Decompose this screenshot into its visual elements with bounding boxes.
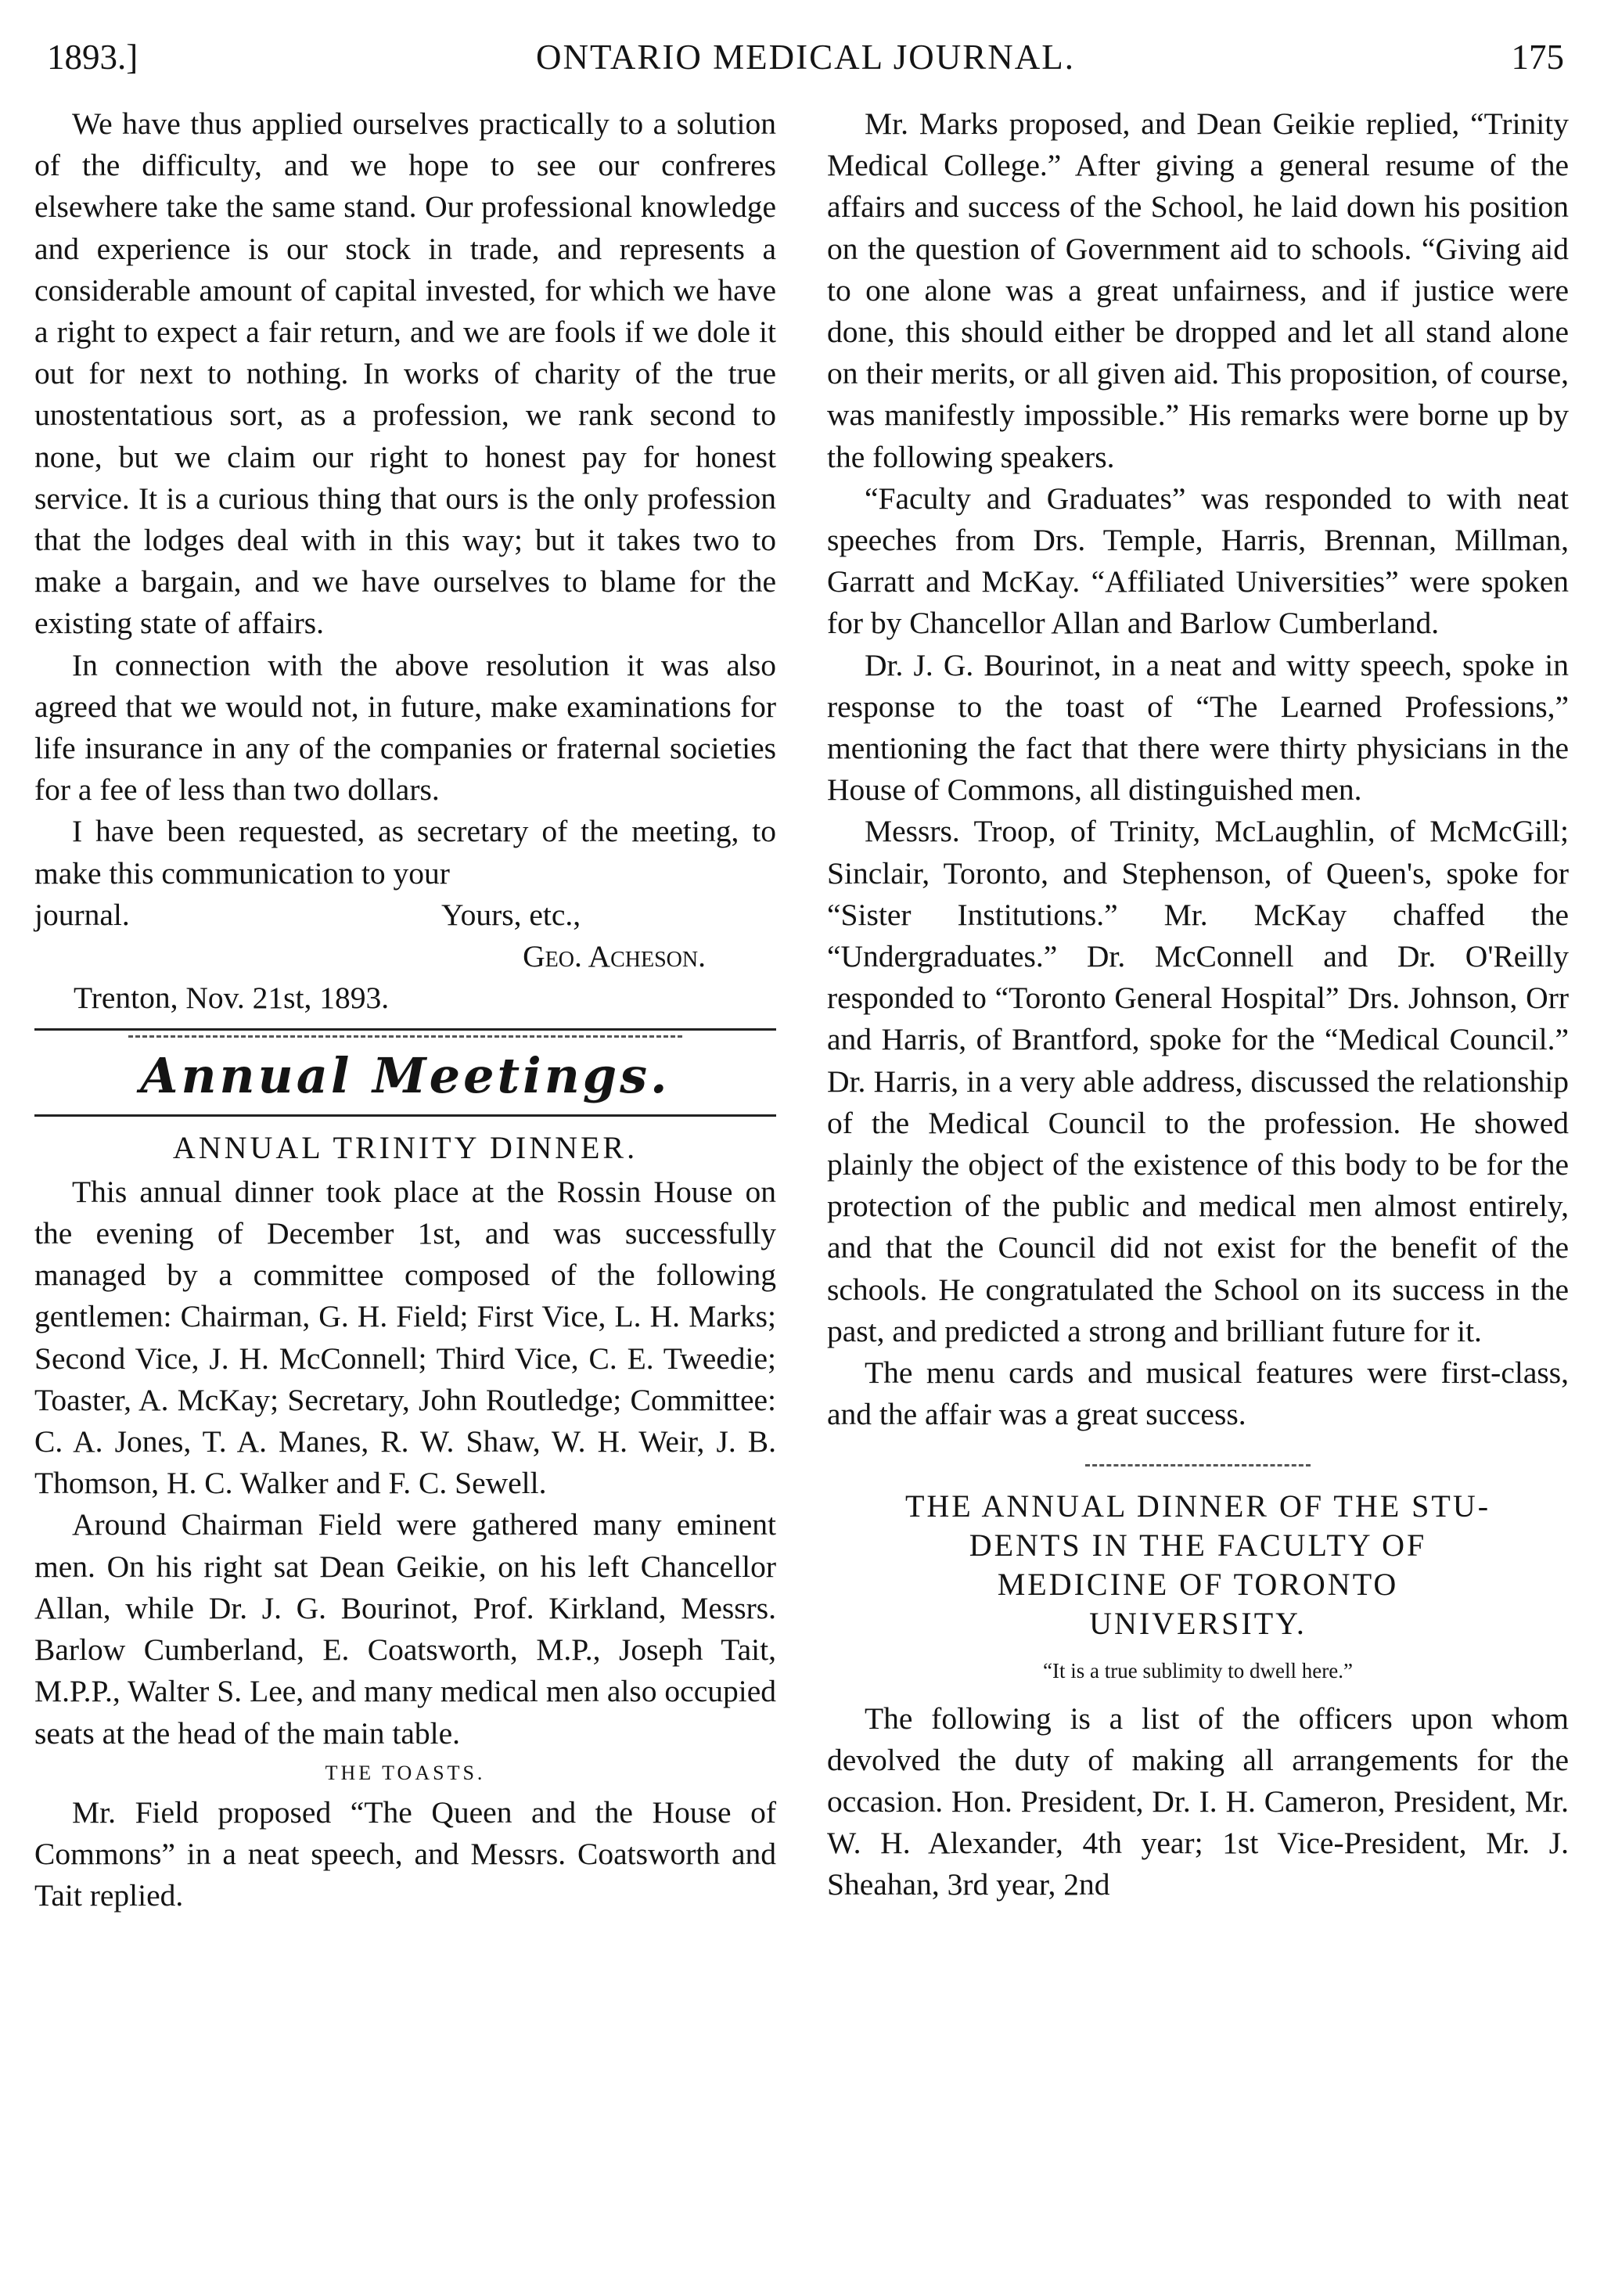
left-column bbox=[34, 103, 776, 1916]
sig-journal: journal. bbox=[34, 897, 130, 932]
article-title-line: DENTS IN THE FACULTY OF bbox=[969, 1527, 1427, 1563]
sig-closing: Yours, etc., bbox=[441, 897, 581, 932]
article-title-line: MEDICINE OF TORONTO bbox=[997, 1566, 1399, 1602]
paragraph: In connection with the above resolution it was also agreed that we would not, in future, make examinations for life insurance in any of the companies or fraternal societies for a fee of less than two dollars. bbox=[34, 647, 776, 808]
toasts-subhead: THE TOASTS. bbox=[325, 1761, 486, 1784]
paragraph: Around Chairman Field were gathered many eminent men. On his right sat Dean Geikie, on his left Chancellor Allan, while Dr. J. G. Bourinot, Prof. Kirkland, Messrs. Barlow Cumberland, E. Coatsworth, M.P., Joseph Tait, M.P.P., Walter S. Lee, and many medical men also occupied seats at the head of the main table. bbox=[34, 1507, 776, 1751]
paragraph: This annual dinner took place at the Rossin House on the evening of December 1st, and was successfully managed by a committee composed of the following gentlemen: Chairman, G. H. Field; First Vice, L. H. Marks; Second Vice, J. H. McConnell; Third Vice, C. E. Tweedie; Toaster, A. McKay; Secretary, John Routledge; Committee: C. A. Jones, T. A. Manes, R. W. Shaw, W. H. Weir, J. B. Thomson, H. C. Walker and F. C. Sewell. bbox=[34, 1174, 776, 1501]
paragraph: “Faculty and Graduates” was responded to with neat speeches from Drs. Temple, Harris, Brennan, Millman, Garratt and McKay. “Affiliated Universities” were spoken for by Chancellor Allan and Barlow Cumberland. bbox=[827, 480, 1569, 641]
paragraph: Mr. Field proposed “The Queen and the House of Commons” in a neat speech, and Messrs. Coatsworth and Tait replied. bbox=[34, 1794, 776, 1913]
article-title-line: THE ANNUAL DINNER OF THE STU- bbox=[904, 1488, 1491, 1524]
divider bbox=[34, 1114, 776, 1117]
article-subhead: ANNUAL TRINITY DINNER. bbox=[172, 1129, 638, 1165]
paragraph: Mr. Marks proposed, and Dean Geikie replied, “Trinity Medical College.” After giving a general resume of the affairs and success of the School, he laid down his position on the question of Government aid to schools. “Giving aid to one alone was a great unfairness, and if justice were done, this should either be dropped and let all stand alone on their merits, or all given aid. This proposition, of course, was manifestly impossible.” His remarks were borne up by the following speakers. bbox=[827, 106, 1569, 474]
paragraph: Messrs. Troop, of Trinity, McLaughlin, of McMcGill; Sinclair, Toronto, and Stephenson, of Queen's, spoke for “Sister Institutions.” Mr. McKay chaffed the “Undergraduates.” Dr. McConnell and Dr. O'Reilly responded to “Toronto General Hospital” Drs. Johnson, Orr and Harris, of Brantford, spoke for the “Medical Council.” Dr. Harris, in a very able address, discussed the relationship of the Medical Council to the profession. He showed plainly the object of the existence of this body to be for the protection of the public and medical men almost entirely, and that the Council did not exist for the benefit of the schools. He congratulated the School on its success in the past, and predicted a strong and brilliant future for it. bbox=[827, 814, 1569, 1348]
paragraph: I have been requested, as secretary of the meeting, to make this communication to your bbox=[34, 814, 776, 891]
paragraph: We have thus applied ourselves practically to a solution of the difficulty, and we hope to see our confreres elsewhere take the same stand. Our professional knowledge and experience is our stock in trade, and represents a considerable amount of capital invested, for which we have a right to expect a fair return, and we are fools if we dole it out for next to nothing. In works of charity of the true unostentatious sort, as a profession, we rank second to none, but we claim our right to honest pay for honest service. It is a curious thing that ours is the only profession that the lodges deal with in this way; but it takes two to make a bargain, and we have ourselves to blame for the existing state of affairs. bbox=[34, 106, 776, 641]
epigraph: “It is a true sublimity to dwell here.” bbox=[1043, 1658, 1353, 1682]
right-column bbox=[827, 103, 1569, 1906]
header-year: 1893.] bbox=[47, 38, 138, 77]
dateline: Trenton, Nov. 21st, 1893. bbox=[74, 980, 390, 1015]
section-title: Annual Meetings. bbox=[140, 1046, 671, 1104]
divider-dashed bbox=[1085, 1464, 1311, 1466]
signature-line bbox=[34, 894, 776, 936]
paragraph: The menu cards and musical features were first-class, and the affair was a great success. bbox=[827, 1355, 1569, 1432]
paragraph: Dr. J. G. Bourinot, in a neat and witty speech, spoke in response to the toast of “The Learned Professions,” mentioning the fact that there were thirty physicians in the House of Commons, all distinguished men. bbox=[827, 647, 1569, 808]
page-header bbox=[47, 30, 1564, 85]
article-title-line: UNIVERSITY. bbox=[1089, 1605, 1307, 1641]
journal-title: ONTARIO MEDICAL JOURNAL. bbox=[536, 38, 1075, 77]
paragraph: The following is a list of the officers upon whom devolved the duty of making all arrangements for the occasion. Hon. President, Dr. I. H. Cameron, President, Mr. W. H. Alexander, 4th year; 1st Vice-President, Mr. J. Sheahan, 3rd year, 2nd bbox=[827, 1700, 1569, 1902]
signature-name: Geo. Acheson. bbox=[523, 938, 706, 973]
divider bbox=[34, 1028, 776, 1031]
divider-dashed bbox=[128, 1035, 682, 1038]
page-number: 175 bbox=[1511, 38, 1564, 77]
